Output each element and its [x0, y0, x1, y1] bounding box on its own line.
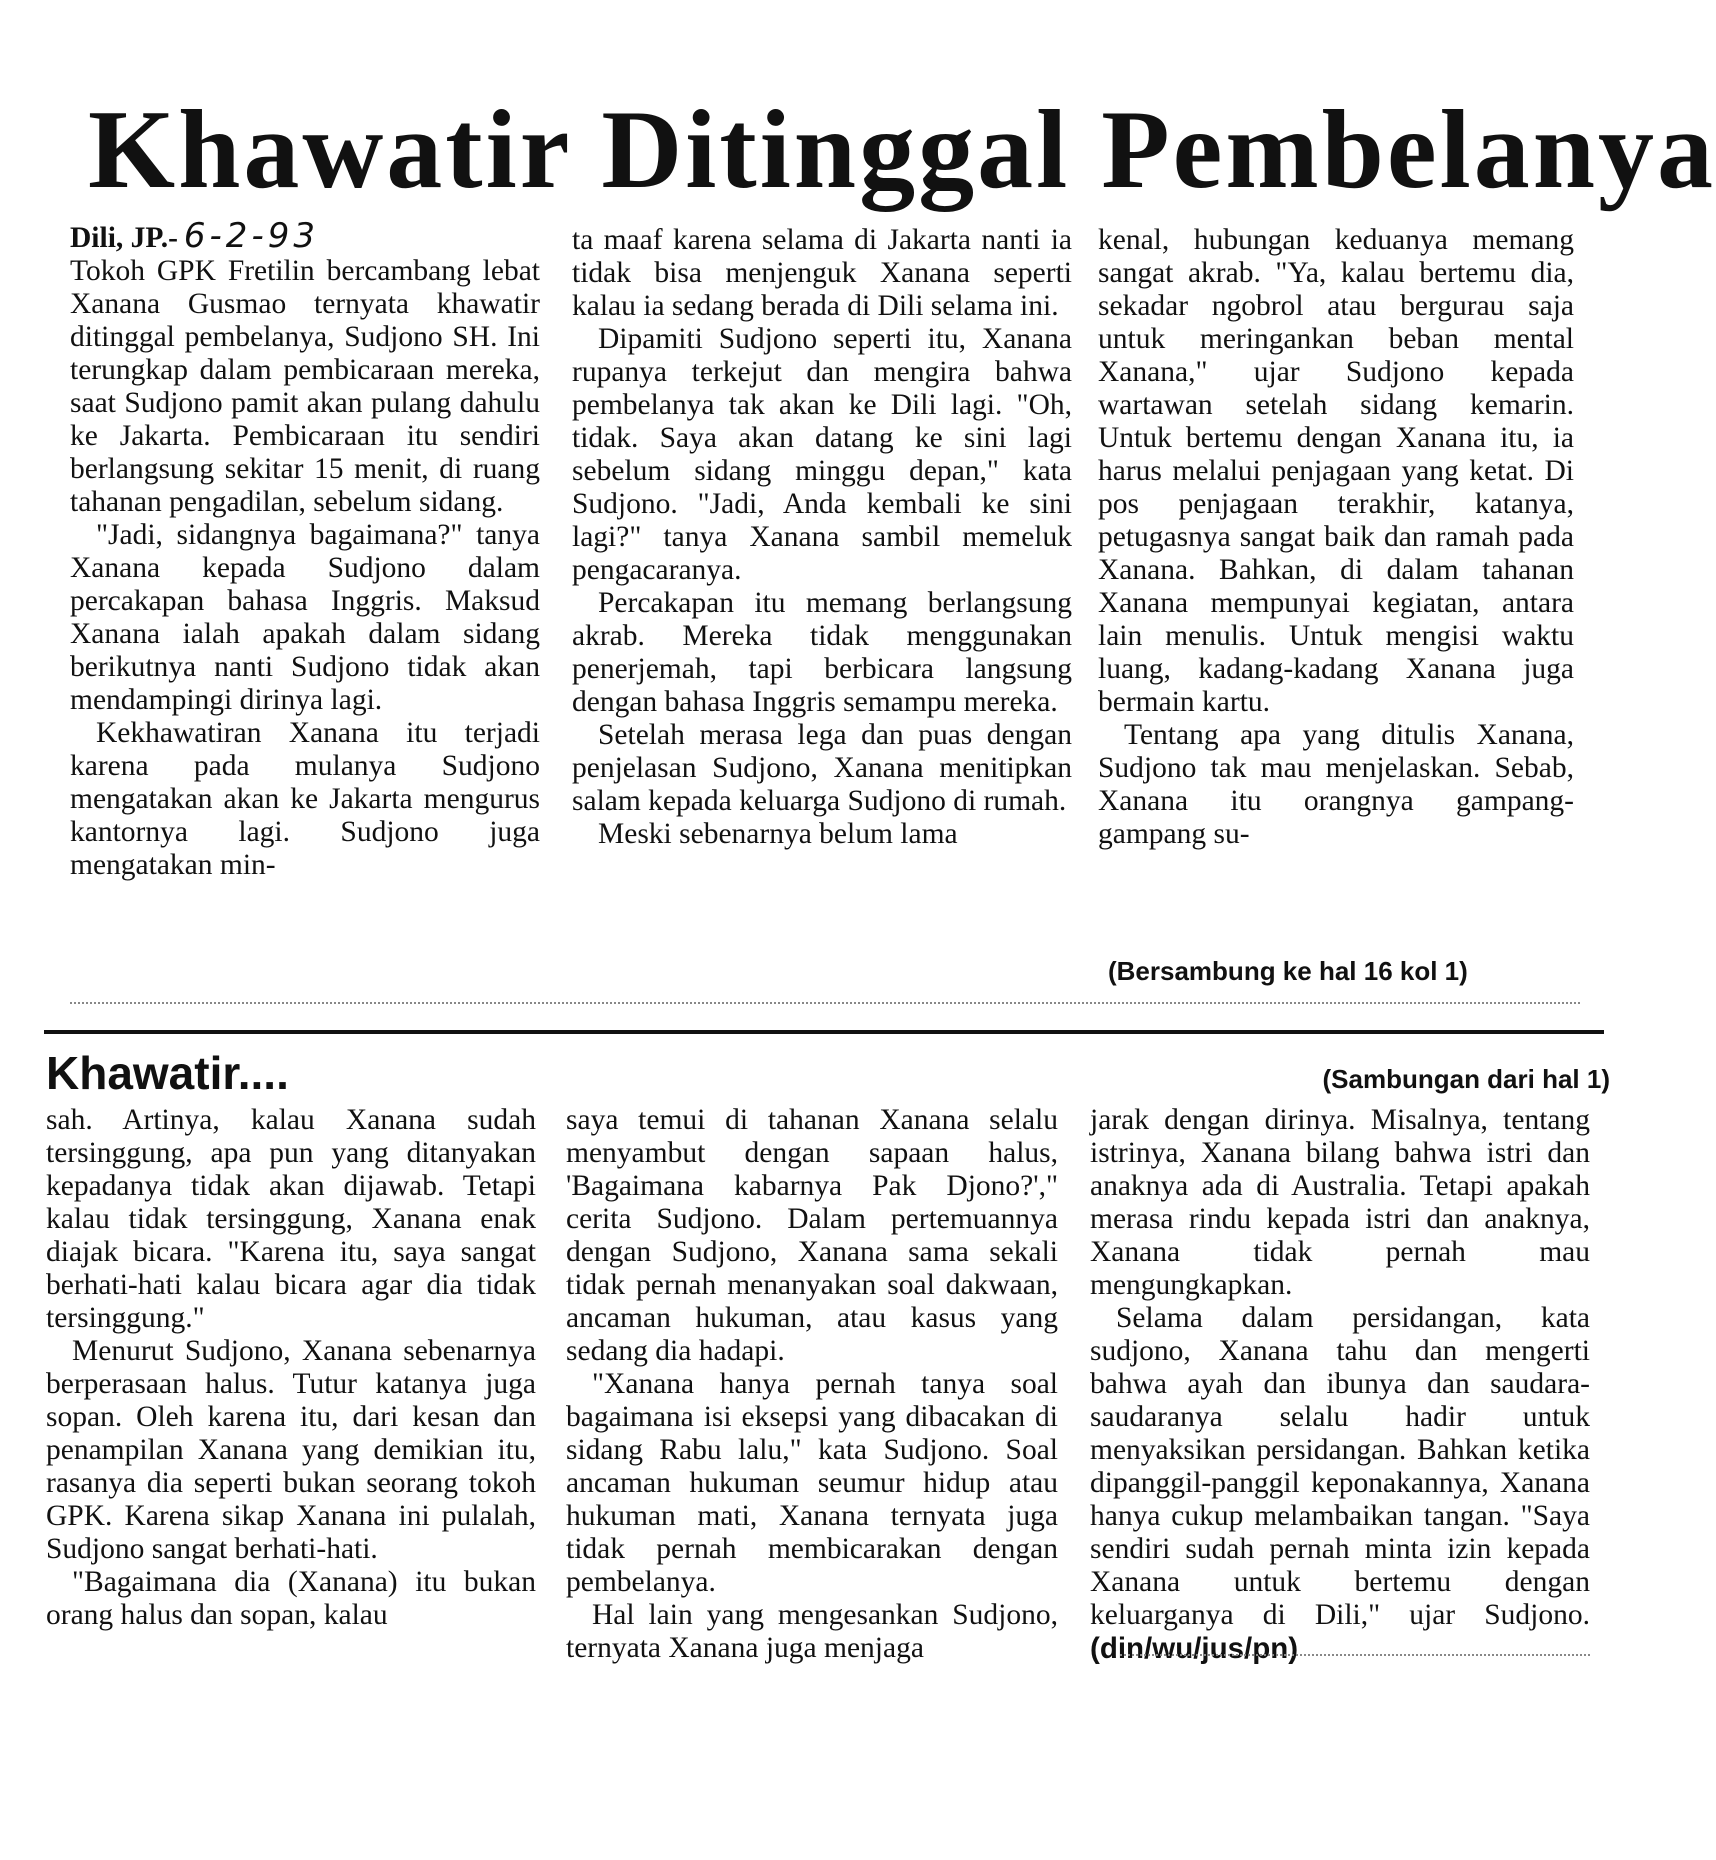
article-paragraph: Menurut Sudjono, Xanana sebenarnya berperasaan halus. Tutur katanya juga sopan. Oleh karena itu, dari kesan dan penampilan Xanana yang demikian itu, rasanya dia seperti bukan seorang tokoh GPK. Karena sikap Xanana ini pulalah, Sudjono sangat berhati-hati. [46, 1335, 536, 1565]
article-paragraph: Setelah merasa lega dan puas dengan penjelasan Sudjono, Xanana menitipkan salam kepada keluarga Sudjono di rumah. [572, 719, 1072, 817]
article-paragraph: Hal lain yang mengesankan Sudjono, ternyata Xanana juga menjaga [566, 1599, 1058, 1664]
article-paragraph: Percakapan itu memang berlangsung akrab. Mereka tidak menggunakan penerjemah, tapi berbicara langsung dengan bahasa Inggris semampu mereka. [572, 587, 1072, 718]
article-column-2 [572, 224, 1072, 982]
article-paragraph: Kekhawatiran Xanana itu terjadi karena pada mulanya Sudjono mengatakan akan ke Jakarta mengurus kantornya lagi. Sudjono juga mengatakan min- [70, 717, 540, 881]
paragraph-text: Tokoh GPK Fretilin bercambang lebat Xanana Gusmao ternyata khawatir ditinggal pembelanya, Sudjono SH. Ini terungkap dalam pembicaraan mereka, saat Sudjono pamit akan pulang dahulu ke Jakarta. Pembicaraan itu sendiri berlangsung sekitar 15 menit, di ruang tahanan pengadilan, sebelum sidang. [70, 255, 540, 518]
continuation-subhead: Khawatir.... [46, 1047, 289, 1099]
article-paragraph: Meski sebenarnya belum lama [598, 818, 958, 850]
article-column-3 [1098, 224, 1574, 940]
paragraph-text: Selama dalam persidangan, kata sudjono, Xanana tahu dan mengerti bahwa ayah dan ibunya dan saudara-saudaranya selalu hadir untuk menyaksikan persidangan. Bahkan ketika dipanggil-panggil keponakannya, Xanana hanya cukup melambaikan tangan. "Saya sendiri sudah pernah minta izin kepada Xanana untuk bertemu dengan keluarganya di Dili," ujar Sudjono. [1090, 1302, 1590, 1631]
dotted-separator [1120, 1654, 1590, 1656]
continuation-column-1 [46, 1104, 536, 1644]
article-paragraph: "Xanana hanya pernah tanya soal bagaimana isi eksepsi yang dibacakan di sidang Rabu lalu," kata Sudjono. Soal ancaman hukuman seumur hidup atau hukuman mati, Xanana ternyata juga tidak pernah membicarakan dengan pembelanya. [566, 1368, 1058, 1598]
article-paragraph: kenal, hubungan keduanya memang sangat akrab. "Ya, kalau bertemu dia, sekadar ngobrol atau bergurau saja untuk meringankan beban mental Xanana," ujar Sudjono kepada wartawan setelah sidang kemarin. Untuk bertemu dengan Xanana itu, ia harus melalui penjagaan yang ketat. Di pos penjagaan terakhir, katanya, petugasnya sangat baik dan ramah pada Xanana. Bahkan, di dalam tahanan Xanana mempunyai kegiatan, antara lain menulis. Untuk mengisi waktu luang, kadang-kadang Xanana juga bermain kartu. [1098, 224, 1574, 718]
continued-from-note: (Sambungan dari hal 1) [1322, 1064, 1610, 1094]
article-paragraph: Tentang apa yang ditulis Xanana, Sudjono tak mau menjelaskan. Sebab, Xanana itu orangnya gampang-gampang su- [1098, 719, 1574, 850]
continuation-column-3 [1090, 1104, 1590, 1665]
article-paragraph: "Bagaimana dia (Xanana) itu bukan orang halus dan sopan, kalau [46, 1566, 536, 1631]
article-paragraph: ta maaf karena selama di Jakarta nanti ia tidak bisa menjenguk Xanana seperti kalau ia sedang berada di Dili selama ini. [572, 224, 1072, 322]
dateline: Dili, JP.- [70, 222, 178, 254]
article-paragraph: Dipamiti Sudjono seperti itu, Xanana rupanya terkejut dan mengira bahwa pembelanya tak akan ke Dili lagi. "Oh, tidak. Saya akan datang ke sini lagi sebelum sidang minggu depan," kata Sudjono. "Jadi, Anda kembali ke sini lagi?" tanya Xanana sambil memeluk pengacaranya. [572, 323, 1072, 586]
handwritten-date: 6-2-93 [183, 216, 319, 256]
article-headline: Khawatir Ditinggal Pembelanya [88, 88, 1716, 212]
article-paragraph [70, 216, 540, 519]
article-column-1 [70, 216, 540, 982]
article-paragraph: jarak dengan dirinya. Misalnya, tentang istrinya, Xanana bilang bahwa istri dan anaknya ada di Australia. Tetapi apakah merasa rindu kepada istri dan anaknya, Xanana tidak pernah mau mengungkapkan. [1090, 1104, 1590, 1301]
article-paragraph [1090, 1302, 1590, 1666]
section-rule [44, 1030, 1604, 1034]
article-paragraph: saya temui di tahanan Xanana selalu menyambut dengan sapaan halus, 'Bagaimana kabarnya Pak Djono?'," cerita Sudjono. Dalam pertemuannya dengan Sudjono, Xanana sama sekali tidak pernah menanyakan soal dakwaan, ancaman hukuman, atau kasus yang sedang dia hadapi. [566, 1104, 1058, 1367]
author-signature: (din/wu/jus/pn) [1090, 1632, 1299, 1665]
dotted-separator [70, 1002, 1580, 1004]
article-paragraph: sah. Artinya, kalau Xanana sudah tersinggung, apa pun yang ditanyakan kepadanya tidak akan dijawab. Tetapi kalau tidak tersinggung, Xanana enak diajak bicara. "Karena itu, saya sangat berhati-hati kalau bicara agar dia tidak tersinggung." [46, 1104, 536, 1334]
continuation-column-2 [566, 1104, 1058, 1664]
continued-to-note: (Bersambung ke hal 16 kol 1) [1108, 956, 1468, 986]
article-paragraph: "Jadi, sidangnya bagaimana?" tanya Xanana kepada Sudjono dalam percakapan bahasa Inggris. Maksud Xanana ialah apakah dalam sidang berikutnya nanti Sudjono tidak akan mendampingi dirinya lagi. [70, 519, 540, 716]
